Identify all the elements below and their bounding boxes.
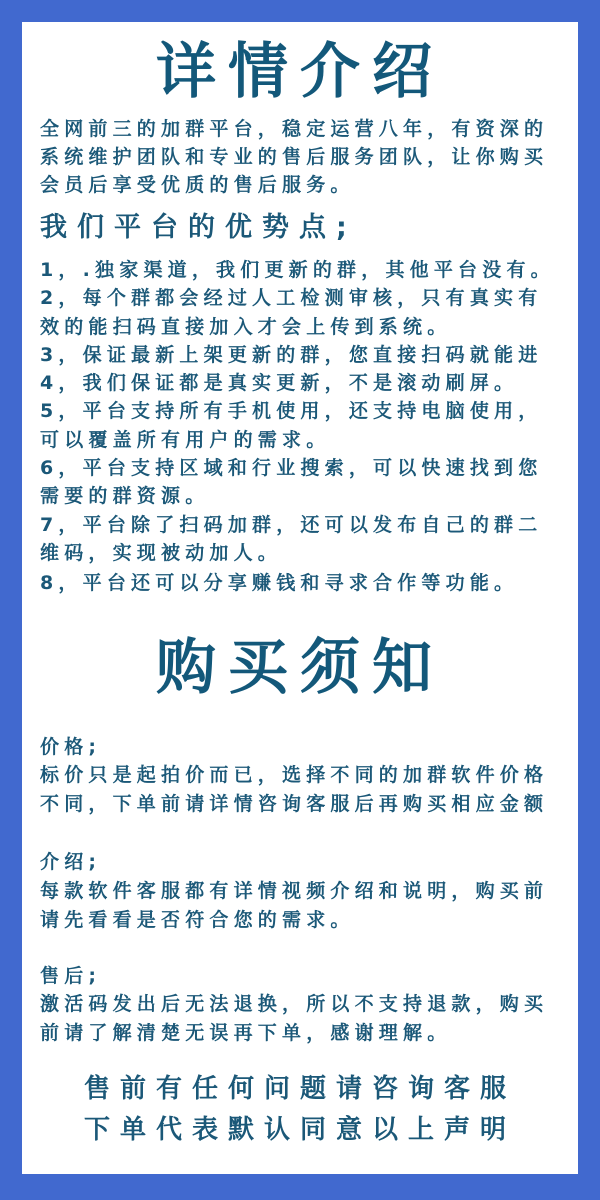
advantage-line: 4，我们保证都是真实更新，不是滚动刷屏。 [40,372,519,394]
advantage-line: 效的能扫码直接加入才会上传到系统。 [40,316,452,338]
intro-line: 每款软件客服都有详情视频介绍和说明，购买前 [40,880,549,902]
advantage-line: 可以覆盖所有用户的需求。 [40,429,331,451]
advantage-line: 3，保证最新上架更新的群，您直接扫码就能进 [40,344,543,366]
price-line: 不同，下单前请详情咨询客服后再购买相应金额 [40,793,549,815]
footer-line: 下单代表默认同意以上声明 [83,1115,516,1145]
advantage-line: 7，平台除了扫码加群，还可以发布自己的群二 [40,514,543,536]
advantage-line: 维码，实现被动加人。 [40,542,283,564]
intro-line: 请先看看是否符合您的需求。 [40,909,355,931]
intro-paragraph-line: 系统维护团队和专业的售后服务团队，让你购买 [40,146,549,168]
intro-paragraph-line: 全网前三的加群平台，稳定运营八年，有资深的 [40,118,549,140]
advantage-line: 需要的群资源。 [40,485,210,507]
advantage-line: 2，每个群都会经过人工检测审核，只有真实有 [40,287,543,309]
intro-label: 介绍; [40,851,102,873]
after-sale-label: 售后; [40,965,102,987]
intro-paragraph-line: 会员后享受优质的售后服务。 [40,174,355,196]
advantage-line: 8，平台还可以分享赚钱和寻求合作等功能。 [40,572,519,594]
after-sale-line: 前请了解清楚无误再下单，感谢理解。 [40,1022,452,1044]
advantages-heading: 我们平台的优势点; [40,212,357,243]
price-label: 价格; [40,736,102,758]
after-sale-line: 激活码发出后无法退换，所以不支持退款，购买 [40,993,549,1015]
intro-title: 详情介绍 [156,37,444,107]
advantage-line: 5，平台支持所有手机使用，还支持电脑使用， [40,400,543,422]
price-line: 标价只是起拍价而已，选择不同的加群软件价格 [40,764,549,786]
advantage-line: 1，.独家渠道，我们更新的群，其他平台没有。 [40,259,555,281]
footer-line: 售前有任何问题请咨询客服 [83,1074,516,1104]
advantage-line: 6，平台支持区域和行业搜索，可以快速找到您 [40,457,543,479]
notice-title: 购买须知 [156,633,444,703]
